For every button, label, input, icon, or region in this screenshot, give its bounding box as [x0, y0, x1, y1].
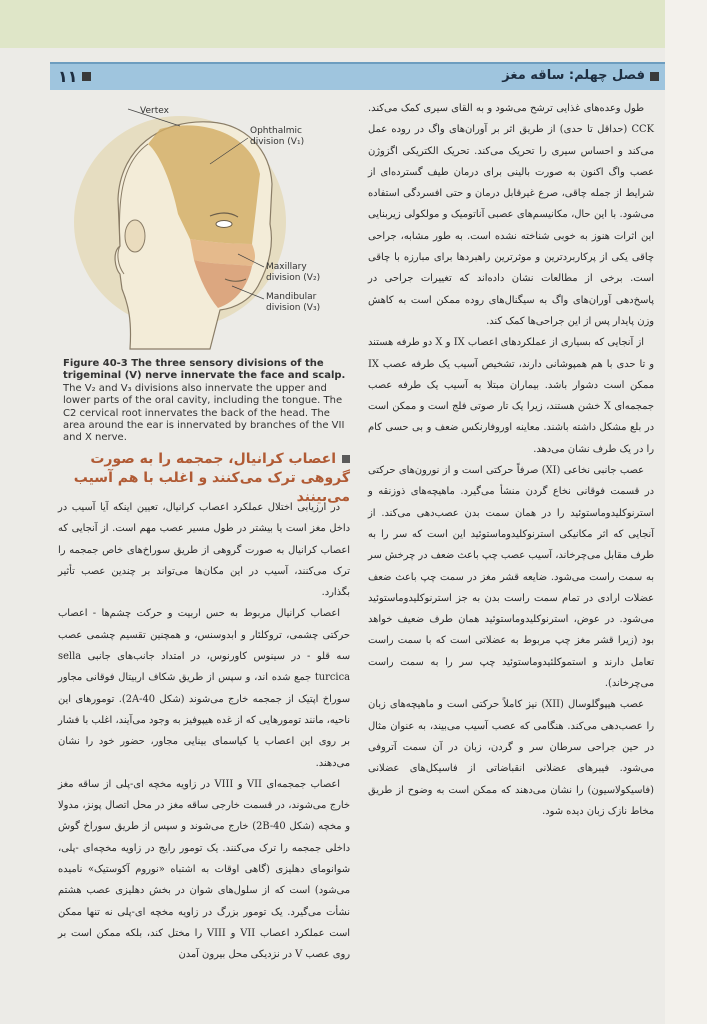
label-ophthalmic: Ophthalmic	[250, 126, 302, 136]
right-column	[368, 98, 654, 818]
label-vertex: Vertex	[140, 106, 169, 116]
section-heading-text: اعصاب کرانیال، جمجمه را به صورت گروهی ترک می‌کنند و اغلب با هم آسیب می‌بینند	[73, 451, 350, 505]
label-mandibular: Mandibular	[266, 292, 317, 302]
label-maxillary: Maxillary	[266, 262, 307, 272]
left-column	[58, 497, 351, 961]
paragraph: عصب هیپوگلوسال (XII) نیز کاملاً حرکتی است و ماهیچه‌های زبان را عصب‌دهی می‌کند. هنگامی که عصب آسیب می‌بیند، به عنوان مثال در حین جراحی سرطان سر و گردن، زبان در آن سمت آتروفی می‌شود. فیبرهای عضلانی انقباضاتی از فاسیکل‌های عضلانی (فاسیکولاسیون) را نشان می‌دهند که ممکن است به وضوح از طریق مخاط نازک زبان دیده شود.	[368, 699, 654, 817]
trigeminal-figure	[60, 104, 365, 354]
paragraph: طول وعده‌های غذایی ترشح می‌شود و به القای سیری کمک می‌کند. CCK (حداقل تا حدی) از طریق اثر بر آوران‌های واگ در روده عمل می‌کند و احساس سیری را تحریک می‌کند. تحریک الکتریکی اگزوژن عصب واگ اکنون به صورت بالینی برای درمان طیف گسترده‌ای از شرایط از جمله چاقی، صرع غیرقابل درمان و حتی افسردگی استفاده می‌شود. با این حال، مکانیسم‌های عصبی آناتومیک و مولکولی زیربنایی این اثرات هنوز به خوبی شناخته نشده است. به طور مشابه، جراحی چاقی یکی از پرکاربردترین و موثرترین راهبردها برای مبارزه با چاقی است. برخی از مطالعات نشان داده‌اند که تغییرات جراحی در پاسخ‌دهی آوران‌های واگ به سیگنال‌های روده ممکن است به کاهش وزن پایدار پس از این جراحی‌ها کمک کند.	[368, 103, 654, 327]
page-top-band	[0, 0, 665, 48]
page-number: ۱۱	[58, 67, 78, 86]
header-square-icon	[650, 72, 659, 81]
chapter-header-bar	[50, 62, 665, 90]
header-square-icon	[82, 72, 91, 81]
ear-outline	[125, 220, 145, 252]
paragraph: در ارزیابی اختلال عملکرد اعصاب کرانیال، تعیین اینکه آیا آسیب در داخل مغز است یا بیشتر در طول مسیر عصب مهم است. از آنجایی که اعصاب کرانیال به صورت گروهی از طریق سوراخ‌های خاص جمجمه را ترک می‌کنند، آسیب در این مکان‌ها می‌تواند بر چندین عصب تأثیر بگذارد.	[58, 502, 350, 599]
paragraph: از آنجایی که بسیاری از عملکردهای اعصاب IX و X دو طرفه هستند و تا حدی با هم همپوشانی دارند، تشخیص آسیب یک طرفه عصب IX ممکن است دشوار باشد. بیماران مبتلا به آسیب یک طرفه عصب جمجمه‌ای X خشن هستند، زیرا یک تار صوتی فلج است و ممکن است در بلع مشکل داشته باشند. معاینه اوروفارنکس ضعف و بی حسی کام را در یک طرف نشان می‌دهد.	[368, 337, 654, 455]
label-mandibular-division: division (V₃)	[266, 303, 321, 313]
paragraph: اعصاب جمجمه‌ای VII و VIII در زاویه مخچه ای-پلی از ساقه مغز خارج می‌شوند، در قسمت خارجی ساقه مغز در محل اتصال پونز، مدولا و مخچه (شکل 2B-40) خارج می‌شوند و سپس از طریق سوراخ گوش داخلی جمجمه را ترک می‌کنند. یک تومور رایج در زاویه مخچه‌ای -پلی، شوانومای دهلیزی (گاهی اوقات به اشتباه «نوروم آکوستیک» نامیده می‌شود) است که از سلول‌های شوان در بخش دهلیزی عصب هشتم نشأت می‌گیرد. یک تومور بزرگ در زاویه مخچه ای-پلی نه تنها ممکن است عملکرد اعصاب VII و VIII را مختل کند، بلکه ممکن است بر روی عصب V در نزدیکی محل بیرون آمدن	[58, 778, 350, 961]
figure-caption	[63, 358, 353, 445]
label-maxillary-division: division (V₂)	[266, 273, 321, 283]
paragraph: عصب جانبی نخاعی (XI) صرفاً حرکتی است و از نورون‌های حرکتی در قسمت فوقانی نخاع گردن منشأ می‌گیرد. ماهیچه‌های ذوزنقه و استرنوکلیدوماستوئید را در همان سمت بدن عصب‌دهی می‌کند. از آنجایی که اثر مکانیکی استرنوکلیدوماستوئید این است که سر را به طرف مقابل می‌چرخاند، آسیب عصب چپ باعث ضعف در چرخش سر به سمت راست می‌شود. ضایعه قشر مغز در سمت چپ باعث ضعف عضلات ارادی در تمام سمت راست بدن به جز استرنوکلیدوماستوئید می‌شود. در عوض، استرنوکلیدوماستوئید همان طرف ضعیف خواهد بود (زیرا قشر مغز چپ مربوط به عضلاتی است که با سمت راست تعامل دارند و استموکلئیدوماستوئید چپ سر را به سمت راست می‌چرخاند).	[368, 465, 654, 690]
eye	[216, 221, 232, 228]
paragraph: اعصاب کرانیال مربوط به حس اربیت و حرکت چشم‌ها - اعصاب حرکتی چشمی، تروکلئار و ابدوسنس، و همچنین تقسیم چشمی عصب سه قلو - در سینوس کاورنوس، در امتداد جانب‌های جانبی sella turcica جمع شده اند، و سپس از طریق شکاف اربیتال فوقانی مجاور سوراخ اپتیک از جمجمه خارج می‌شوند (شکل 2A-40). تومورهای این ناحیه، مانند تومورهایی که از غده هیپوفیز به وجود می‌آیند، اغلب با فشار بر روی این اعصاب یا کیاسمای بینایی مجاور، حضور خود را نشان می‌دهند.	[58, 608, 351, 769]
page-edge	[665, 0, 707, 1024]
heading-square-icon	[342, 455, 350, 463]
label-ophthalmic-division: division (V₁)	[250, 137, 305, 147]
caption-body: The V₂ and V₃ divisions also innervate the upper and lower parts of the oral cavity, including the tongue. The C2 cervical root innervates the back of the head. The area around the ear is innervated by branches of the VII and X nerve.	[63, 382, 345, 444]
caption-title: Figure 40-3 The three sensory divisions of the trigeminal (V) nerve innervate the face and scalp.	[63, 358, 346, 382]
head-illustration	[60, 104, 365, 354]
chapter-title: فصل چهلم: ساقه مغز	[502, 68, 645, 83]
